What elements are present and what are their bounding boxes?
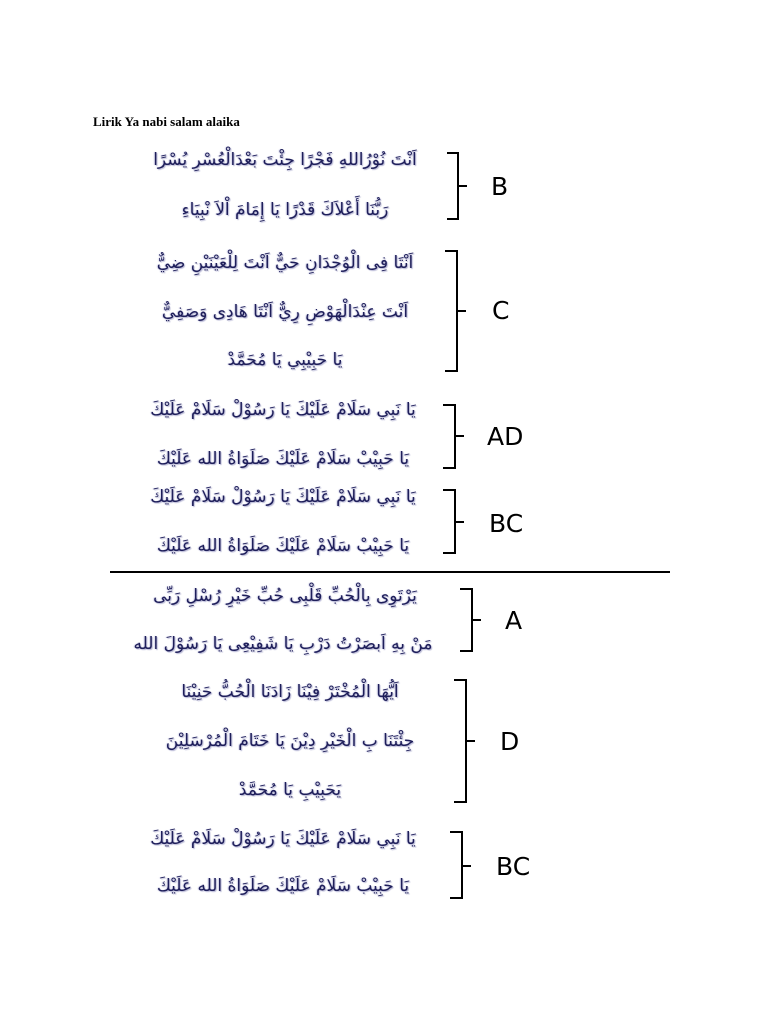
lyric-line: يَا حَبِيْبِي يَا مُحَمَّدْ (227, 350, 343, 370)
lyric-line: اَنْتَ عِنْدَالْهَوْضِ رِيٌّ اَنْتَا هَادِى وَصَفِيٌّ (161, 302, 409, 322)
lyric-line: يَا حَبِيْبْ سَلَامْ عَلَيْكَ صَلَوَاةُ الله عَلَيْكَ (156, 536, 410, 556)
section-label: A (505, 606, 523, 635)
section-label: C (492, 296, 510, 325)
lyric-line: اَنْتَ نُوْرُاللهِ فَجْرًا جِئْتَ بَعْدَالْعُسْرِ يُسْرًا (153, 150, 417, 170)
bracket-c (445, 251, 466, 371)
bracket-ad (443, 405, 464, 468)
section-label: AD (487, 422, 524, 451)
lyric-line: يَا حَبِيْبْ سَلَامْ عَلَيْكَ صَلَوَاةُ الله عَلَيْكَ (156, 876, 410, 896)
bracket-a (460, 589, 481, 651)
lyric-line: يَا نَبِي سَلَامْ عَلَيْكَ يَا رَسُوْلْ سَلَامْ عَلَيْكَ (150, 400, 416, 420)
lyric-line: يَا حَبِيْبْ سَلَامْ عَلَيْكَ صَلَوَاةُ الله عَلَيْكَ (156, 449, 410, 469)
bracket-bc-2 (450, 832, 471, 898)
section-label: D (500, 727, 520, 756)
section-label: BC (489, 509, 524, 538)
lyric-line: اَنْتَا فِى الْوُجْدَانِ حَيٌّ اَنْتَ لِلْعَيْنَيْنِ ضِيٌّ (156, 253, 414, 273)
lyric-line: يَا نَبِي سَلَامْ عَلَيْكَ يَا رَسُوْلْ سَلَامْ عَلَيْكَ (150, 829, 416, 849)
lyric-line: مَنْ بِهِ اَبصَرْتُ دَرْبِ يَا شَفِيْعِى يَا رَسُوْلَ الله (133, 634, 433, 654)
lyric-line: يَحَبِيْبِ يَا مُحَمَّدْ (238, 780, 342, 800)
bracket-b (447, 153, 467, 219)
lyric-line: جِئْتَنَا بِ الْخَيْرِ دِيْنَ يَا خَتَامَ الْمُرْسَلِيْنَ (165, 731, 415, 751)
bracket-d (454, 680, 475, 802)
section-label: BC (496, 852, 531, 881)
lyric-line: اَيُّهَا الْمُخْتَرْ فِيْنَا زَادَنَا الْحُبُّ حَنِيْنَا (181, 682, 399, 702)
lyric-line: رَبُّنَا أَعْلاَكَ قَدْرًا يَا إِمَامَ اْلاَ نْبِيَاءِ (181, 200, 389, 220)
document-title: Lirik Ya nabi salam alaika (93, 114, 240, 129)
bracket-bc-1 (443, 490, 464, 553)
section-label: B (491, 172, 509, 201)
lyric-line: يَا نَبِي سَلَامْ عَلَيْكَ يَا رَسُوْلْ سَلَامْ عَلَيْكَ (150, 487, 416, 507)
lyric-line: يَرْتَوِى بِالْحُبِّ قَلْبِى حُبِّ خَيْرِ رُسْلِ رَبِّى (153, 586, 417, 606)
